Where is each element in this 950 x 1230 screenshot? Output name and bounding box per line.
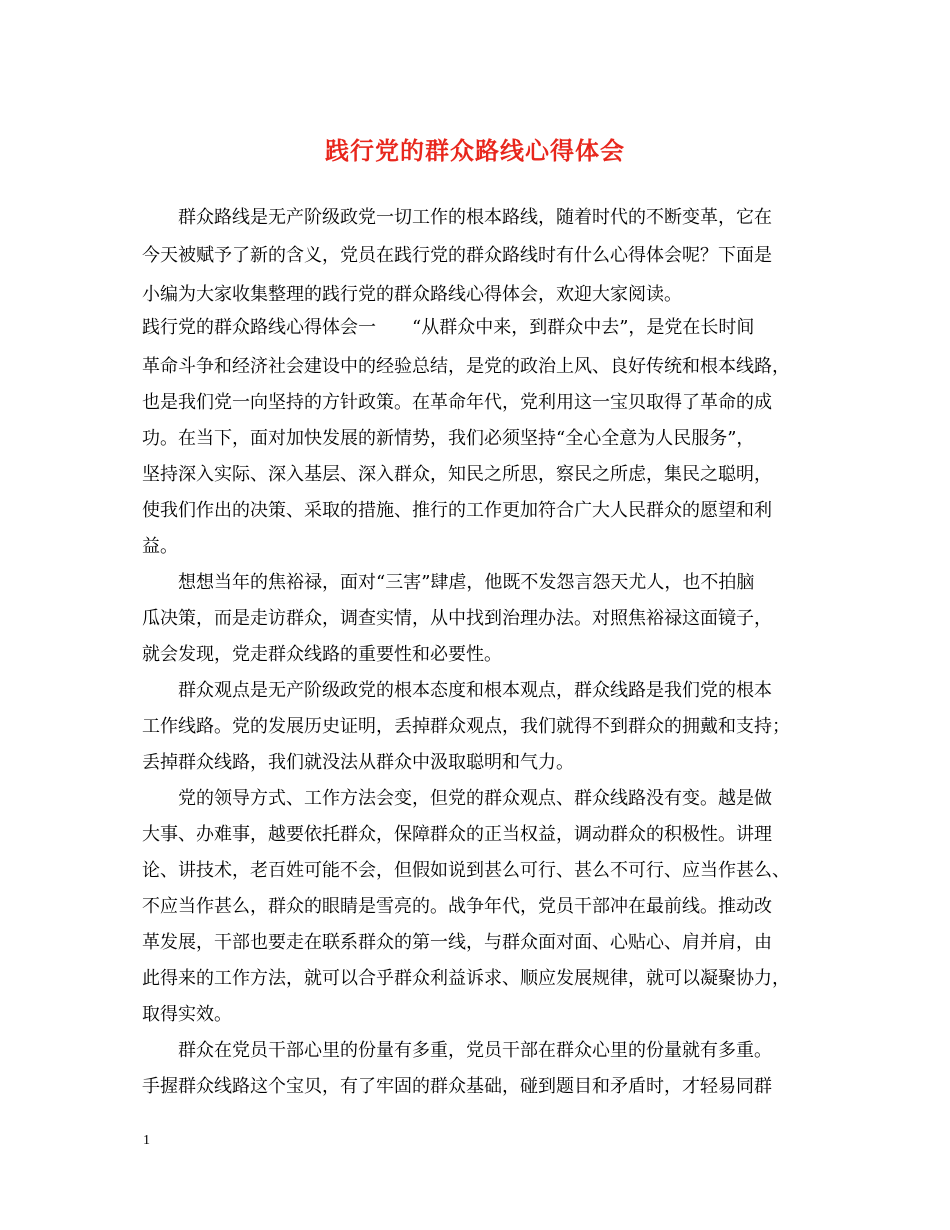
paragraph-line: 瓜决策，而是走访群众，调查实情，从中找到治理办法。对照焦裕禄这面镜子，: [142, 608, 772, 629]
paragraph-line: 使我们作出的决策、采取的措施、推行的工作更加符合广大人民群众的愿望和利: [142, 500, 772, 521]
paragraph-line: 想想当年的焦裕禄，面对“三害”肆虐，他既不发怨言怨天尤人，也不拍脑: [178, 572, 755, 593]
paragraph-line: 革命斗争和经济社会建设中的经验总结，是党的政治上风、良好传统和根本线路，: [142, 356, 790, 377]
paragraph-line: 大事、办难事，越要依托群众，保障群众的正当权益，调动群众的积极性。讲理: [142, 824, 772, 845]
paragraph-line: 功。在当下，面对加快发展的新情势，我们必须坚持“全心全意为人民服务”，: [142, 428, 755, 449]
paragraph-line: 群众在党员干部心里的份量有多重，党员干部在群众心里的份量就有多重。: [178, 1040, 772, 1061]
paragraph-line: 今天被赋予了新的含义，党员在践行党的群众路线时有什么心得体会呢？下面是: [142, 245, 772, 266]
paragraph-line: 论、讲技术，老百姓可能不会，但假如说到甚么可行、甚么不可行、应当作甚么、: [142, 860, 790, 881]
paragraph-line: 工作线路。党的发展历史证明，丢掉群众观点，我们就得不到群众的拥戴和支持；: [142, 716, 790, 737]
paragraph-line: 坚持深入实际、深入基层、深入群众，知民之所思，察民之所虑，集民之聪明，: [142, 464, 772, 485]
paragraph-line: 取得实效。: [142, 1004, 232, 1025]
paragraph-line: 群众路线是无产阶级政党一切工作的根本路线，随着时代的不断变革，它在: [178, 207, 772, 228]
paragraph-line: 小编为大家收集整理的践行党的群众路线心得体会，欢迎大家阅读。: [142, 284, 682, 305]
document-title: 践行党的群众路线心得体会: [325, 136, 625, 165]
paragraph-line: 党的领导方式、工作方法会变，但党的群众观点、群众线路没有变。越是做: [178, 788, 772, 809]
paragraph-line: 丢掉群众线路，我们就没法从群众中汲取聪明和气力。: [142, 752, 574, 773]
paragraph-line: 群众观点是无产阶级政党的根本态度和根本观点，群众线路是我们党的根本: [178, 680, 772, 701]
paragraph-line: 也是我们党一向坚持的方针政策。在革命年代，党利用这一宝贝取得了革命的成: [142, 392, 772, 413]
paragraph-line: 践行党的群众路线心得体会一 “从群众中来，到群众中去”，是党在长时间: [142, 317, 755, 338]
page-number: 1: [143, 1133, 150, 1148]
paragraph-line: 益。: [142, 536, 178, 557]
paragraph-line: 手握群众线路这个宝贝，有了牢固的群众基础，碰到题目和矛盾时，才轻易同群: [142, 1076, 772, 1097]
paragraph-line: 革发展，干部也要走在联系群众的第一线，与群众面对面、心贴心、肩并肩，由: [142, 932, 772, 953]
paragraph-line: 此得来的工作方法，就可以合乎群众利益诉求、顺应发展规律，就可以凝聚协力，: [142, 968, 790, 989]
paragraph-line: 就会发现，党走群众线路的重要性和必要性。: [142, 644, 502, 665]
paragraph-line: 不应当作甚么，群众的眼睛是雪亮的。战争年代，党员干部冲在最前线。推动改: [142, 896, 772, 917]
